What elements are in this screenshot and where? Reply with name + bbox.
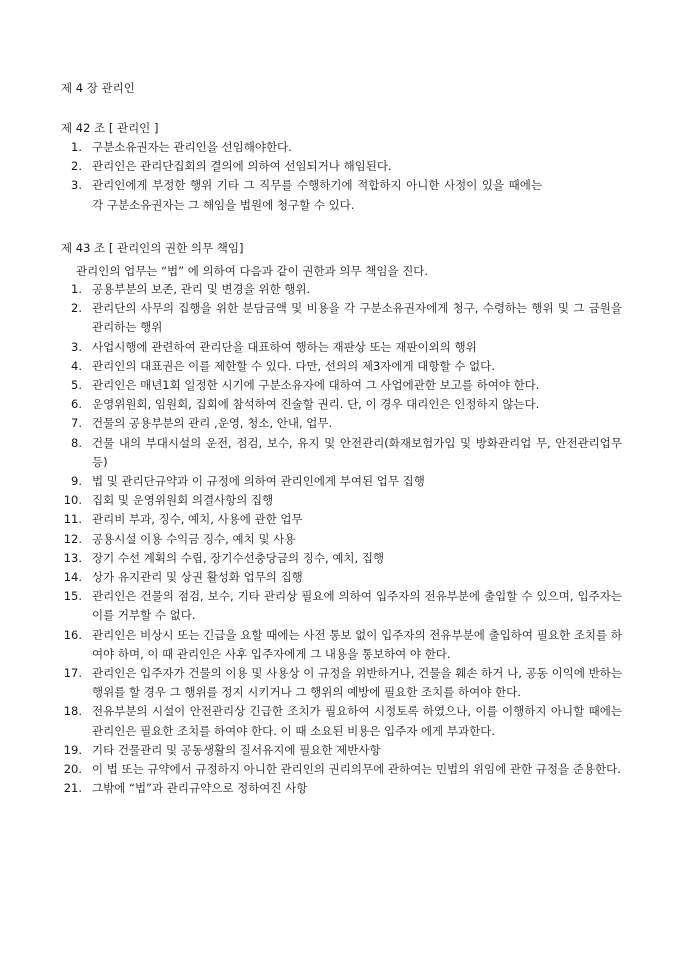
- list-item: [0, 395, 680, 414]
- item-number: 13.: [63, 550, 82, 565]
- chapter-heading: 제 4 장 관리인: [61, 81, 135, 95]
- item-text: 관리인에게 부정한 행위 기타 그 직무를 수행하기에 적합하지 아니한 사정이 있을 때에는 각 구분소유권자는 그 해임을 법원에 청구할 수 있다.: [92, 178, 542, 212]
- article-43-list: [0, 280, 680, 798]
- list-item: [0, 414, 680, 433]
- item-number: 12.: [63, 531, 82, 546]
- item-number: 7.: [71, 416, 82, 431]
- item-number: 2.: [71, 301, 82, 316]
- item-number: 16.: [63, 627, 82, 642]
- list-item: [0, 157, 680, 176]
- article-42-title: 제 42 조 [ 관리인 ]: [61, 121, 159, 135]
- list-item: [0, 664, 680, 702]
- item-text: 건물의 공용부분의 관리 ,운영, 청소, 안내, 업무.: [92, 416, 333, 431]
- list-item: [0, 741, 680, 760]
- article-43-title: 제 43 조 [ 관리인의 권한 의무 책임]: [61, 241, 244, 255]
- item-text: 건물 내의 부대시설의 운전, 점검, 보수, 유지 및 안전관리(화재보험가입 및 방화관리업 무, 안전관리업무등): [92, 435, 622, 469]
- item-text: 관리인은 매년1회 일정한 시기에 구분소유자에 대하여 그 사업에관한 보고를 하여야 한다.: [92, 378, 540, 393]
- list-item: [0, 434, 680, 472]
- item-text: 관리인은 건물의 점검, 보수, 기타 관리상 필요에 의하여 입주자의 전유부분에 출입할 수 있으며, 입주자는 이를 거부할 수 없다.: [92, 589, 622, 623]
- list-item: [0, 510, 680, 529]
- item-text: 기타 건물관리 및 공동생활의 질서유지에 필요한 제반사항: [92, 742, 381, 757]
- item-text: 관리비 부과, 징수, 예치, 사용에 관한 업무: [92, 512, 303, 527]
- list-item: [0, 138, 680, 157]
- item-number: 17.: [63, 666, 82, 681]
- list-item: [0, 491, 680, 510]
- list-item: [0, 530, 680, 549]
- item-number: 21.: [63, 781, 82, 796]
- item-text: 법 및 관리단규약과 이 규정에 의하여 관리인에게 부여된 업무 집행: [92, 474, 425, 489]
- item-text: 관리인은 비상시 또는 긴급을 요할 때에는 사전 통보 없이 입주자의 전유부분에 출입하여 필요한 조치를 하여야 하며, 이 때 관리인은 사후 입주자에게 그 내용을 통보하여 야 한다.: [92, 627, 623, 661]
- item-text: 관리인은 입주자가 건물의 이용 및 사용상 이 규정을 위반하거나, 건물을 훼손 하거 나, 공동 이익에 반하는 행위를 할 경우 그 행위를 정지 시키거나 그 행위의 예방에 필요한 조치를 하여야 한다.: [92, 666, 622, 700]
- list-item: [0, 338, 680, 357]
- list-item: [0, 779, 680, 798]
- list-item: [0, 702, 680, 740]
- item-number: 19.: [63, 742, 82, 757]
- item-text: 공용부분의 보존, 관리 및 변경을 위한 행위.: [92, 282, 311, 296]
- item-number: 11.: [63, 512, 82, 527]
- item-number: 8.: [71, 435, 82, 450]
- list-item: [0, 376, 680, 395]
- item-number: 3.: [71, 178, 82, 193]
- item-text: 관리단의 사무의 집행을 위한 분담금액 및 비용을 각 구분소유권자에게 청구, 수령하는 행위 및 그 금원을 관리하는 행위: [92, 301, 622, 335]
- item-text: 운영위원회, 임원회, 집회에 참석하여 진술할 권리. 단, 이 경우 대리인은 인정하지 않는다.: [92, 397, 540, 412]
- item-text: 집회 및 운영위원회 의결사항의 집행: [92, 493, 274, 508]
- article-42-list: [0, 138, 680, 215]
- item-text: 관리인은 관리단집회의 결의에 의하여 선임되거나 해임된다.: [92, 159, 392, 174]
- item-number: 6.: [71, 397, 82, 412]
- item-number: 1.: [71, 282, 82, 296]
- list-item: [0, 472, 680, 491]
- item-text: 관리인의 대표권은 이를 제한할 수 있다. 다만, 선의의 제3자에게 대항할 수 없다.: [92, 358, 495, 373]
- item-number: 18.: [63, 704, 82, 719]
- item-text: 장기 수선 계획의 수립, 장기수선충당금의 징수, 예치, 집행: [92, 550, 385, 565]
- list-item: [0, 568, 680, 587]
- item-number: 2.: [71, 159, 82, 174]
- item-text: 사업시행에 관련하여 관리단을 대표하여 행하는 재판상 또는 재판이외의 행위: [92, 339, 477, 354]
- item-number: 4.: [71, 358, 82, 373]
- item-number: 14.: [63, 570, 82, 585]
- list-item: [0, 176, 680, 214]
- item-number: 3.: [71, 339, 82, 354]
- item-number: 15.: [63, 589, 82, 604]
- list-item: [0, 587, 680, 625]
- item-text: 전유부분의 시설이 안전관리상 긴급한 조치가 필요하여 시정토록 하였으나, 이를 이행하지 아니할 때에는 관리인은 필요한 조치를 하여야 한다. 이 때 소요된 비용은 입주자 에게 부과한다.: [92, 704, 622, 738]
- item-text: 구분소유권자는 관리인을 선임해야한다.: [92, 140, 292, 154]
- item-text: 이 법 또는 규약에서 규정하지 아니한 관리인의 권리의무에 관하여는 민법의 위임에 관한 규정을 준용한다.: [92, 762, 621, 777]
- list-item: [0, 549, 680, 568]
- list-item: [0, 280, 680, 299]
- item-text: 그밖에 “법”과 관리규약으로 정하여진 사항: [92, 781, 308, 796]
- list-item: [0, 760, 680, 779]
- list-item: [0, 357, 680, 376]
- item-number: 1.: [71, 140, 82, 154]
- list-item: [0, 626, 680, 664]
- item-number: 9.: [71, 474, 82, 489]
- item-text: 공용시설 이용 수익금 징수, 예치 및 사용: [92, 531, 296, 546]
- item-number: 5.: [71, 378, 82, 393]
- list-item: [0, 299, 680, 337]
- item-number: 20.: [63, 762, 82, 777]
- item-number: 10.: [63, 493, 82, 508]
- article-43-intro: 관리인의 업무는 “법” 에 의하여 다음과 같이 권한과 의무 책임을 진다.: [76, 264, 429, 278]
- item-text: 상가 유지관리 및 상권 활성화 업무의 집행: [92, 570, 303, 585]
